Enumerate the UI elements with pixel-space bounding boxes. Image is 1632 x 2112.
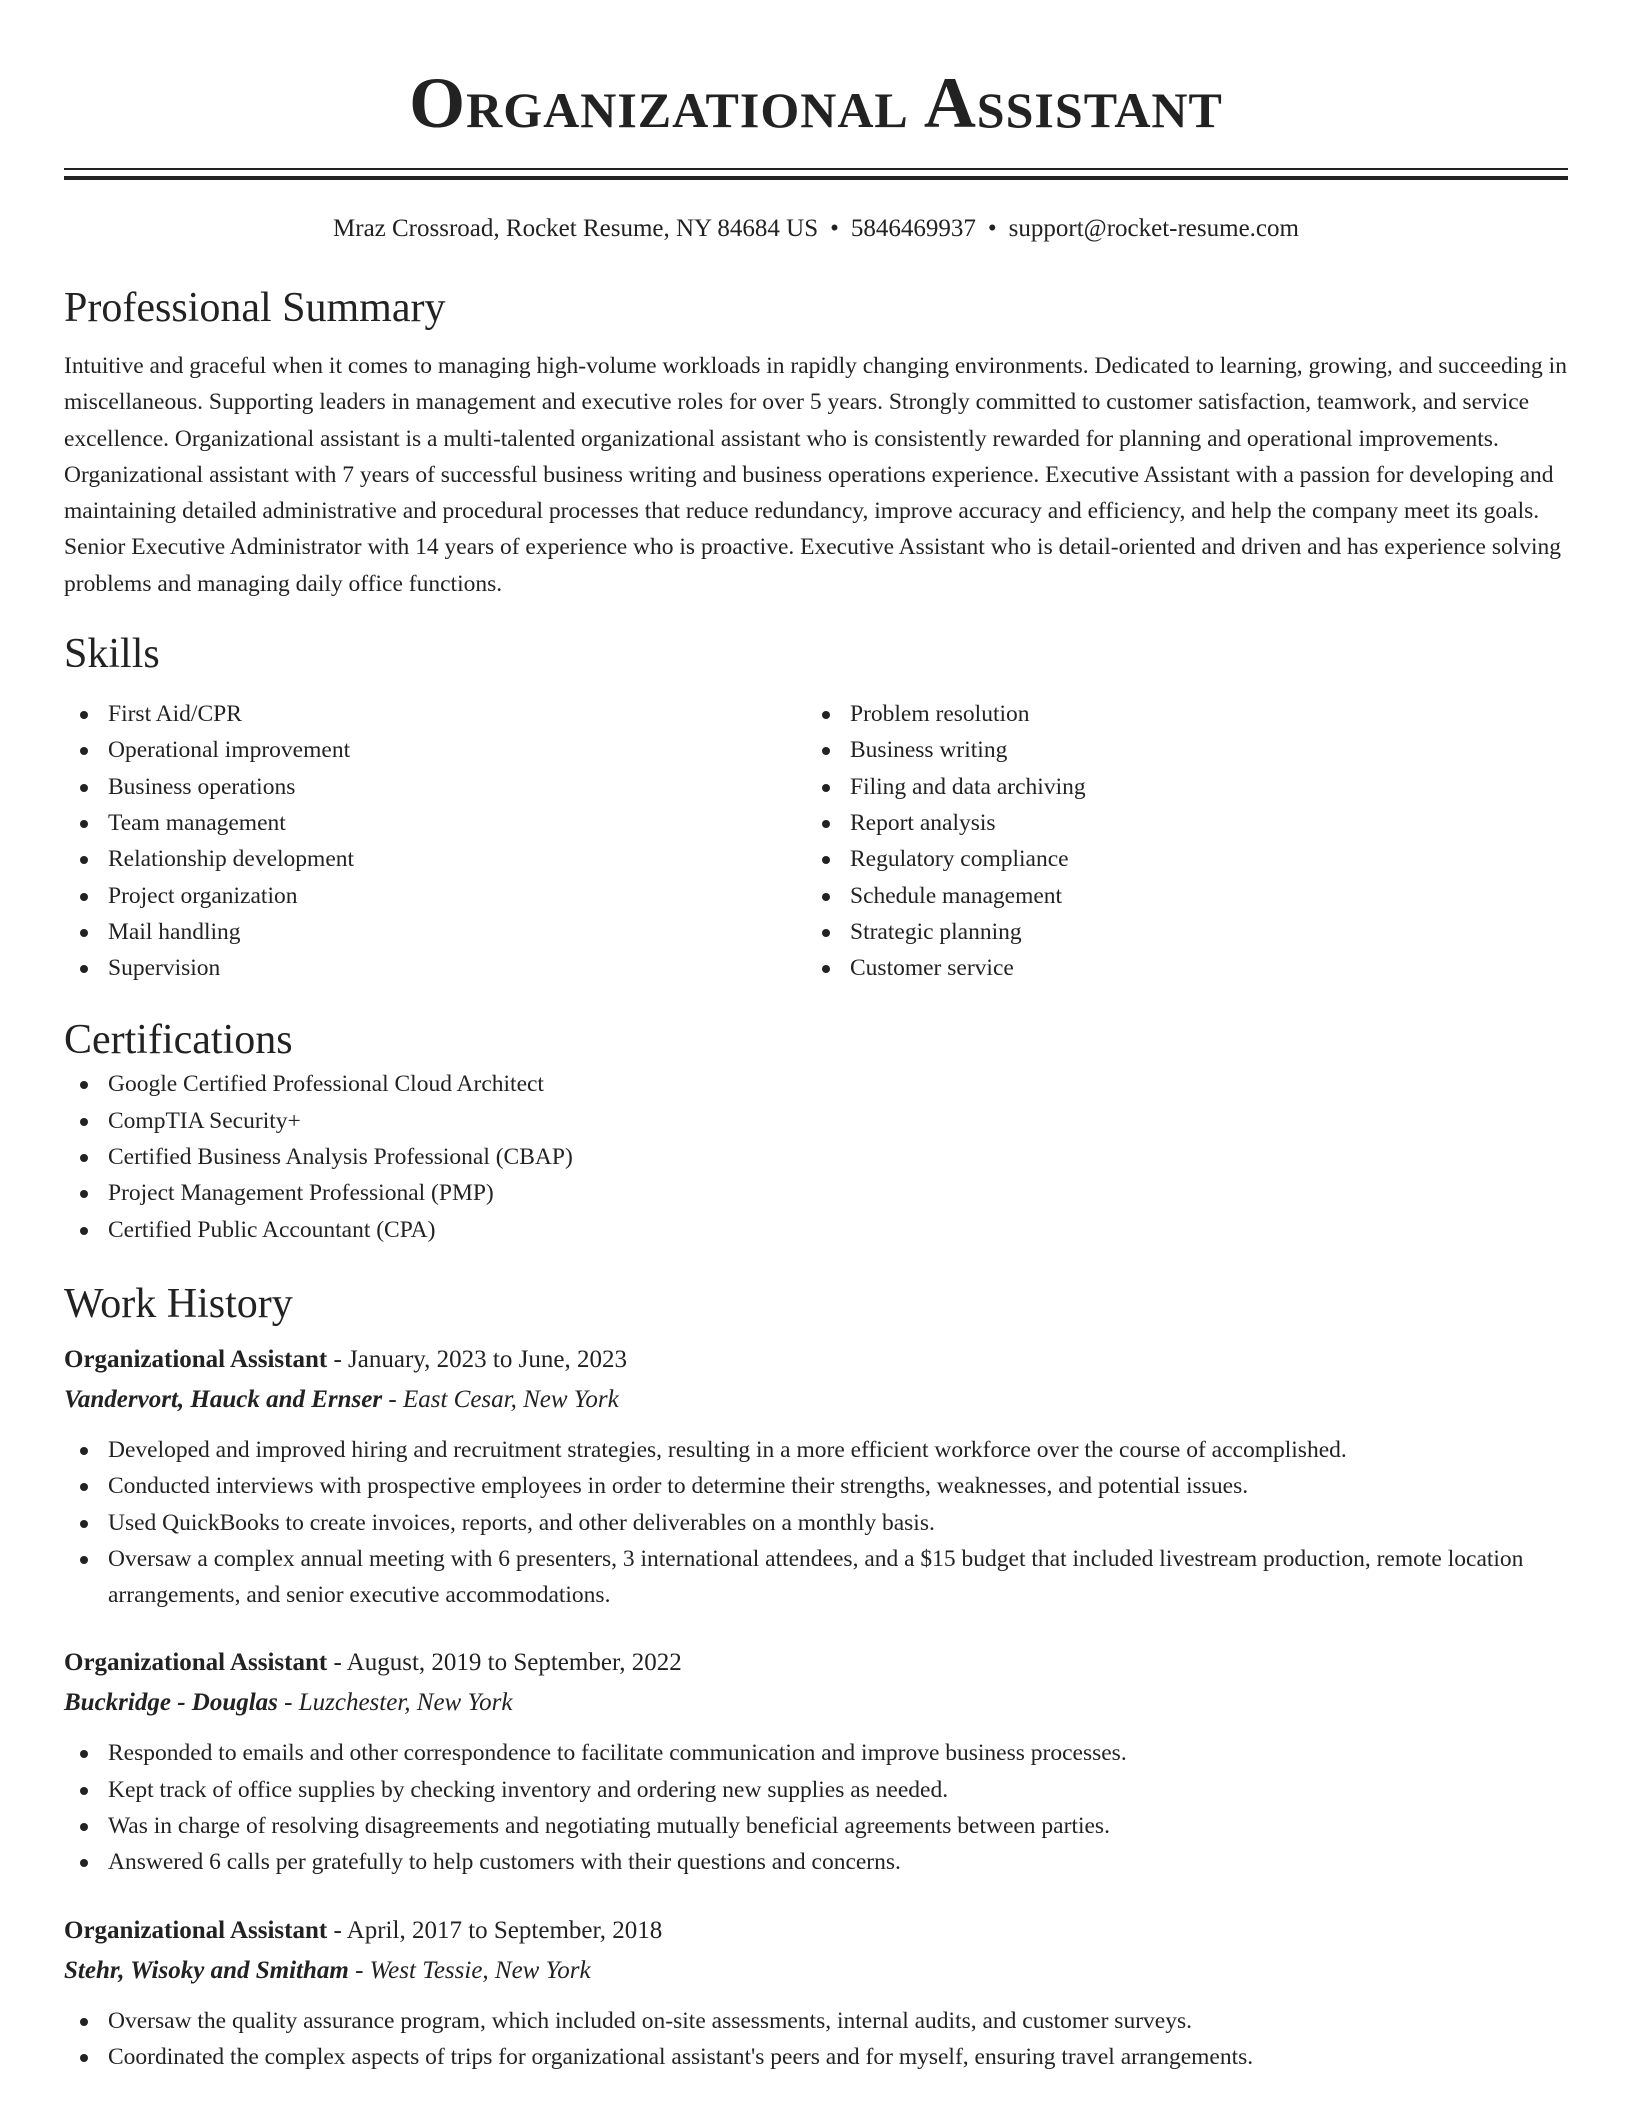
section-title-skills: Skills — [64, 631, 160, 678]
job-entry — [64, 1342, 1568, 1613]
job-heading — [64, 1342, 1568, 1378]
skill-item: Customer service — [806, 950, 1548, 986]
skill-item: Problem resolution — [806, 696, 1548, 732]
job-employer — [64, 1382, 1568, 1418]
duty-item: Responded to emails and other correspondence to facilitate communication and improve business processes. — [64, 1735, 1568, 1771]
job-employer — [64, 1685, 1568, 1721]
section-title-certifications: Certifications — [64, 1017, 293, 1064]
skill-item: Operational improvement — [64, 732, 806, 768]
duty-item: Oversaw a complex annual meeting with 6 presenters, 3 international attendees, and a $15 budget that included livestream production, remote location arrangements, and senior executive accommodations. — [64, 1541, 1568, 1614]
job-duties — [64, 1432, 1568, 1613]
skill-item: Business operations — [64, 769, 806, 805]
job-duties — [64, 2003, 1568, 2076]
contact-separator: • — [987, 215, 997, 242]
email: support@rocket-resume.com — [1008, 215, 1299, 242]
job-title: Organizational Assistant — [64, 1916, 328, 1944]
skill-item: Team management — [64, 805, 806, 841]
duty-item: Conducted interviews with prospective employees in order to determine their strengths, weaknesses, and potential issues. — [64, 1468, 1568, 1504]
skill-item: Supervision — [64, 950, 806, 986]
skills-column-right — [806, 696, 1548, 986]
job-dates: - April, 2017 to September, 2018 — [333, 1916, 663, 1944]
company-location: - Luzchester, New York — [284, 1689, 513, 1717]
duty-item: Kept track of office supplies by checking inventory and ordering new supplies as needed. — [64, 1772, 1568, 1808]
job-heading — [64, 1913, 1568, 1949]
skills-column-left — [64, 696, 806, 986]
skill-item: Relationship development — [64, 841, 806, 877]
job-title: Organizational Assistant — [64, 1649, 328, 1677]
header-divider-thin — [64, 168, 1568, 170]
certification-item: Certified Public Accountant (CPA) — [64, 1212, 1568, 1248]
duty-item: Coordinated the complex aspects of trips for organizational assistant's peers and for myself, ensuring travel arrangements. — [64, 2039, 1568, 2075]
job-duties — [64, 1735, 1568, 1880]
skill-item: Report analysis — [806, 805, 1548, 841]
duty-item: Used QuickBooks to create invoices, reports, and other deliverables on a monthly basis. — [64, 1505, 1568, 1541]
job-title: Organizational Assistant — [64, 1345, 328, 1373]
company-name: Vandervort, Hauck and Ernser — [64, 1385, 383, 1413]
duty-item: Developed and improved hiring and recruitment strategies, resulting in a more efficient workforce over the course of accomplished. — [64, 1432, 1568, 1468]
job-heading — [64, 1645, 1568, 1681]
job-entry — [64, 1913, 1568, 2076]
job-employer — [64, 1953, 1568, 1989]
certifications-list — [64, 1066, 1568, 1247]
summary-text: Intuitive and graceful when it comes to managing high-volume workloads in rapidly changing environments. Dedicated to learning, growing, and succeeding in miscellaneous. Supporting leaders in management and executive roles for over 5 years. Strongly committed to customer satisfaction, teamwork, and service excellence. Organizational assistant is a multi-talented organizational assistant who is consistently rewarded for planning and operational improvements. Organizational assistant with 7 years of successful business writing and business operations experience. Executive Assistant with a passion for developing and maintaining detailed administrative and procedural processes that reduce redundancy, improve accuracy and efficiency, and help the company meet its goals. Senior Executive Administrator with 14 years of experience who is proactive. Executive Assistant who is detail-oriented and driven and has experience solving problems and managing daily office functions. — [64, 353, 1567, 597]
skills-list — [64, 696, 1568, 986]
company-location: - West Tessie, New York — [355, 1956, 591, 1984]
skill-item: Mail handling — [64, 914, 806, 950]
skill-item: First Aid/CPR — [64, 696, 806, 732]
company-name: Stehr, Wisoky and Smitham — [64, 1956, 349, 1984]
certification-item: CompTIA Security+ — [64, 1103, 1568, 1139]
resume-page — [64, 0, 1568, 2075]
company-name: Buckridge - Douglas — [64, 1689, 278, 1717]
header-divider-thick — [64, 176, 1568, 180]
address: Mraz Crossroad, Rocket Resume, NY 84684 US — [333, 215, 819, 242]
skill-item: Strategic planning — [806, 914, 1548, 950]
certification-item: Certified Business Analysis Professional (CBAP) — [64, 1139, 1568, 1175]
company-location: - East Cesar, New York — [388, 1385, 619, 1413]
section-title-work-history: Work History — [64, 1280, 293, 1327]
certification-item: Google Certified Professional Cloud Architect — [64, 1066, 1568, 1102]
job-dates: - January, 2023 to June, 2023 — [333, 1345, 627, 1373]
duty-item: Oversaw the quality assurance program, which included on-site assessments, internal audits, and customer surveys. — [64, 2003, 1568, 2039]
job-entry — [64, 1645, 1568, 1880]
duty-item: Answered 6 calls per gratefully to help customers with their questions and concerns. — [64, 1844, 1568, 1880]
contact-separator: • — [830, 215, 839, 242]
skill-item: Regulatory compliance — [806, 841, 1548, 877]
duty-item: Was in charge of resolving disagreements and negotiating mutually beneficial agreements between parties. — [64, 1808, 1568, 1844]
skill-item: Project organization — [64, 878, 806, 914]
candidate-name: Organizational Assistant — [409, 63, 1223, 143]
skill-item: Business writing — [806, 732, 1548, 768]
skill-item: Filing and data archiving — [806, 769, 1548, 805]
section-title-summary: Professional Summary — [64, 285, 446, 331]
phone: 5846469937 — [850, 215, 976, 242]
job-dates: - August, 2019 to September, 2022 — [333, 1649, 682, 1677]
certification-item: Project Management Professional (PMP) — [64, 1175, 1568, 1211]
skill-item: Schedule management — [806, 878, 1548, 914]
contact-line — [64, 212, 1568, 246]
